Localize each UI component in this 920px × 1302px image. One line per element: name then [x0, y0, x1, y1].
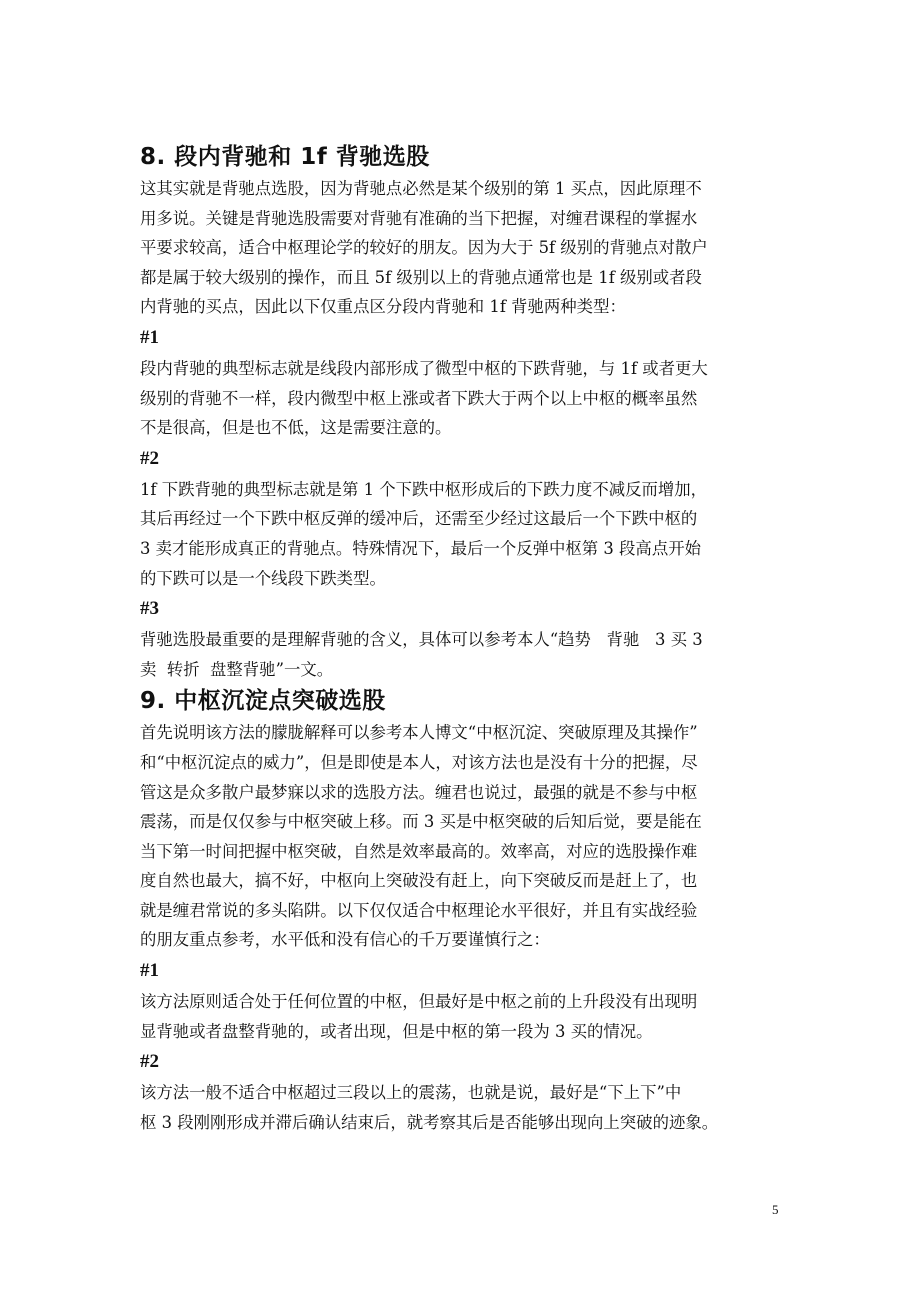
text-line: 不是很高，但是也不低，这是需要注意的。	[140, 418, 452, 438]
text-line: 度自然也最大，搞不好，中枢向上突破没有赶上，向下突破反而是赶上了，也	[140, 871, 698, 891]
text-line: 背驰选股最重要的是理解背驰的含义，具体可以参考本人“趋势 背驰 3 买 3	[140, 630, 703, 650]
text-line: 1f 下跌背驰的典型标志就是第 1 个下跌中枢形成后的下跌力度不减反而增加，	[140, 479, 708, 499]
text-line: 段内背驰的典型标志就是线段内部形成了微型中枢的下跌背驰，与 1f 或者更大	[140, 358, 708, 378]
text-line: 平要求较高，适合中枢理论学的较好的朋友。因为大于 5f 级别的背驰点对散户	[140, 238, 708, 258]
text-line: 管这是众多散户最梦寐以求的选股方法。缠君也说过，最强的就是不参与中枢	[140, 782, 698, 802]
section-9-intro	[140, 718, 790, 955]
text-line: 卖 转折 盘整背驰”一文。	[140, 659, 334, 679]
item-marker: #2	[140, 1051, 159, 1073]
text-line: 内背驰的买点，因此以下仅重点区分段内背驰和 1f 背驰两种类型：	[140, 297, 626, 317]
page-number: 5	[772, 1202, 779, 1217]
item-marker: #3	[140, 598, 159, 620]
item-paragraph	[140, 1078, 790, 1137]
text-line: 枢 3 段刚刚形成并滞后确认结束后，就考察其后是否能够出现向上突破的迹象。	[140, 1112, 719, 1132]
item-marker: #1	[140, 960, 159, 982]
text-line: 该方法一般不适合中枢超过三段以上的震荡，也就是说，最好是“下上下”中	[140, 1083, 682, 1103]
item-paragraph	[140, 625, 790, 684]
section-9-heading: 9. 中枢沉淀点突破选股	[140, 688, 386, 715]
text-line: 和“中枢沉淀点的威力”，但是即使是本人，对该方法也是没有十分的把握，尽	[140, 752, 698, 772]
section-8-intro	[140, 174, 790, 322]
item-marker: #1	[140, 326, 159, 348]
item-paragraph	[140, 475, 790, 593]
text-line: 震荡，而是仅仅参与中枢突破上移。而 3 买是中枢突破的后知后觉，要是能在	[140, 812, 702, 832]
text-line: 的下跌可以是一个线段下跌类型。	[140, 568, 386, 588]
text-line: 都是属于较大级别的操作，而且 5f 级别以上的背驰点通常也是 1f 级别或者段	[140, 267, 702, 287]
item-paragraph	[140, 987, 790, 1046]
text-line: 3 卖才能形成真正的背驰点。特殊情况下，最后一个反弹中枢第 3 段高点开始	[140, 538, 701, 558]
item-marker: #2	[140, 447, 159, 469]
text-line: 其后再经过一个下跌中枢反弹的缓冲后，还需至少经过这最后一个下跌中枢的	[140, 509, 698, 529]
text-line: 级别的背驰不一样，段内微型中枢上涨或者下跌大于两个以上中枢的概率虽然	[140, 388, 698, 408]
text-line: 该方法原则适合处于任何位置的中枢，但最好是中枢之前的上升段没有出现明	[140, 992, 698, 1012]
text-line: 就是缠君常说的多头陷阱。以下仅仅适合中枢理论水平很好，并且有实战经验	[140, 900, 698, 920]
item-paragraph	[140, 354, 790, 443]
text-line: 显背驰或者盘整背驰的，或者出现，但是中枢的第一段为 3 买的情况。	[140, 1021, 653, 1041]
page-content	[140, 140, 790, 1137]
text-line: 的朋友重点参考，水平低和没有信心的千万要谨慎行之：	[140, 930, 550, 950]
text-line: 用多说。关键是背驰选股需要对背驰有准确的当下把握，对缠君课程的掌握水	[140, 208, 698, 228]
text-line: 当下第一时间把握中枢突破，自然是效率最高的。效率高，对应的选股操作难	[140, 841, 698, 861]
section-8-heading: 8. 段内背驰和 1f 背驰选股	[140, 144, 430, 170]
text-line: 首先说明该方法的朦胧解释可以参考本人博文“中枢沉淀、突破原理及其操作”	[140, 723, 698, 743]
text-line: 这其实就是背驰点选股，因为背驰点必然是某个级别的第 1 买点，因此原理不	[140, 179, 702, 198]
